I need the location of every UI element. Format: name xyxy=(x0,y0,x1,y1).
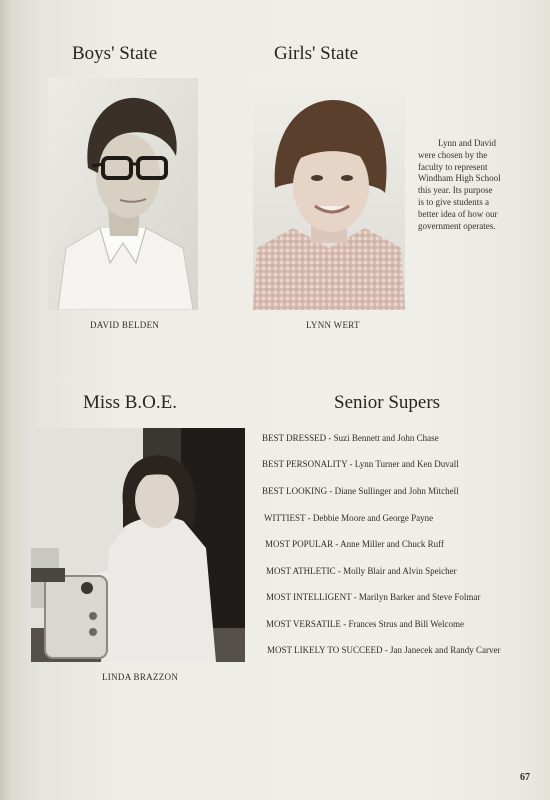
super-category: MOST INTELLIGENT xyxy=(266,592,352,602)
senior-super-item: BEST LOOKING - Diane Sullinger and John Mitchell xyxy=(262,486,459,496)
boys-girls-state-note xyxy=(418,138,524,232)
note-line: is to give students a xyxy=(418,196,489,207)
super-winners: Lynn Turner and Ken Duvall xyxy=(354,459,459,469)
super-winners: Marilyn Barker and Steve Folmar xyxy=(358,592,481,602)
boys-state-heading: Boys' State xyxy=(72,43,158,64)
super-category: BEST DRESSED xyxy=(262,433,327,443)
senior-super-item: MOST INTELLIGENT - Marilyn Barker and Steve Folmar xyxy=(266,592,481,602)
senior-super-item: WITTIEST - Debbie Moore and George Payne xyxy=(264,513,434,523)
super-category: MOST ATHLETIC xyxy=(266,566,336,576)
senior-super-item: MOST POPULAR - Anne Miller and Chuck Ruff xyxy=(265,539,444,549)
super-winners: Diane Sullinger and John Mitchell xyxy=(334,486,459,496)
super-category: MOST LIKELY TO SUCCEED xyxy=(267,645,383,655)
girls-state-heading: Girls' State xyxy=(274,43,359,64)
super-category: BEST LOOKING xyxy=(262,486,328,496)
note-line: Windham High School xyxy=(418,173,501,184)
note-line: government operates. xyxy=(418,220,496,231)
note-line: Lynn and David xyxy=(438,138,496,148)
super-category: BEST PERSONALITY xyxy=(262,459,348,469)
senior-super-item: BEST DRESSED - Suzi Bennett and John Chase xyxy=(262,433,439,443)
linda-brazzon-photo xyxy=(31,428,245,662)
senior-super-item: MOST LIKELY TO SUCCEED - Jan Janecek and Randy Carver xyxy=(267,645,501,655)
super-category: MOST VERSATILE xyxy=(266,619,341,629)
miss-boe-heading: Miss B.O.E. xyxy=(83,392,177,413)
senior-super-item: BEST PERSONALITY - Lynn Turner and Ken Duvall xyxy=(262,459,459,469)
super-winners: Frances Strus and Bill Welcome xyxy=(348,619,465,629)
linda-brazzon-caption: LINDA BRAZZON xyxy=(102,672,179,682)
lynn-wert-caption: LYNN WERT xyxy=(306,320,360,330)
david-belden-photo xyxy=(48,78,198,310)
super-category: MOST POPULAR xyxy=(265,539,334,549)
note-line: faculty to represent xyxy=(418,161,488,172)
super-winners: Debbie Moore and George Payne xyxy=(312,513,434,523)
senior-super-item: MOST ATHLETIC - Molly Blair and Alvin Speicher xyxy=(266,566,457,576)
note-line: better idea of how our xyxy=(418,208,498,219)
david-belden-caption: DAVID BELDEN xyxy=(90,320,160,330)
note-line: this year. Its purpose xyxy=(418,185,493,196)
page-number: 67 xyxy=(520,772,530,783)
super-category: WITTIEST xyxy=(264,513,306,523)
super-winners: Jan Janecek and Randy Carver xyxy=(390,645,501,655)
lynn-wert-photo xyxy=(253,78,405,310)
note-line: were chosen by the xyxy=(418,149,488,160)
senior-super-item: MOST VERSATILE - Frances Strus and Bill Welcome xyxy=(266,619,465,629)
super-winners: Molly Blair and Alvin Speicher xyxy=(343,566,457,576)
senior-supers-heading: Senior Supers xyxy=(334,392,441,413)
super-winners: Anne Miller and Chuck Ruff xyxy=(340,539,444,549)
super-winners: Suzi Bennett and John Chase xyxy=(333,433,439,443)
